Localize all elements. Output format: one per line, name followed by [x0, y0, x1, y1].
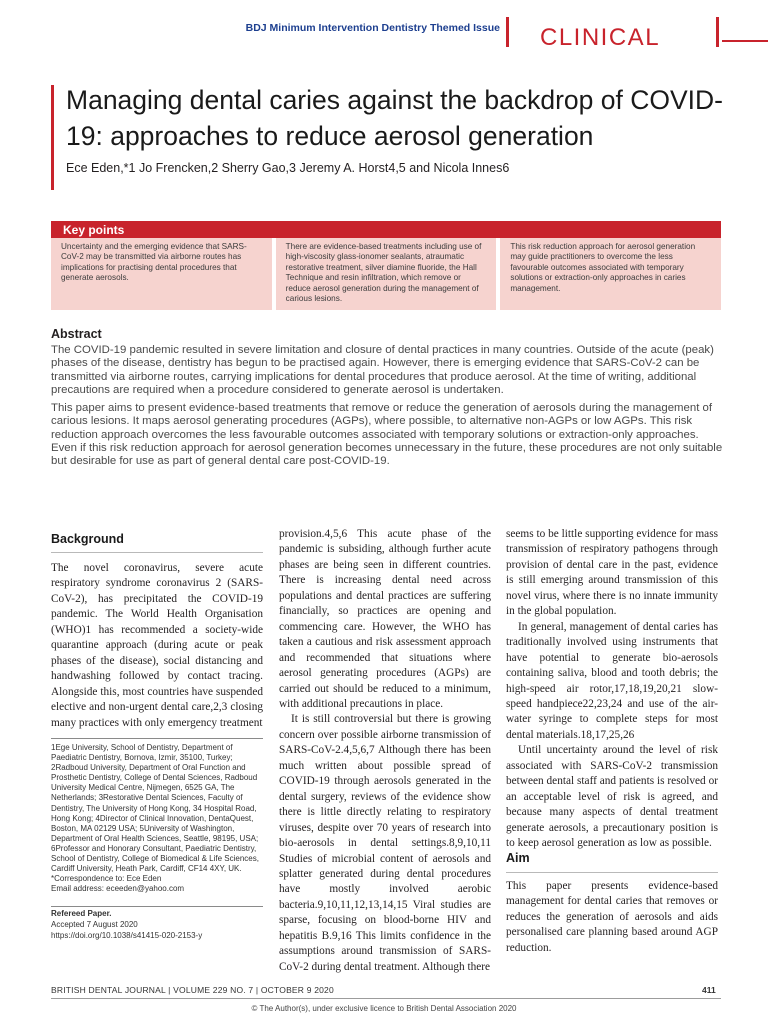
section-rule — [51, 552, 263, 553]
themed-issue-label: BDJ Minimum Intervention Dentistry Themed Issue — [245, 22, 500, 34]
header-divider — [716, 17, 719, 47]
article-title: Managing dental caries against the backdrop of COVID-19: approaches to reduce aerosol generation — [66, 85, 723, 151]
refereed-label: Refereed Paper. — [51, 909, 112, 918]
section-rule — [506, 872, 718, 873]
background-heading: Background — [51, 532, 124, 546]
abstract-heading: Abstract — [51, 327, 102, 341]
key-point-item: Uncertainty and the emerging evidence that SARS-CoV-2 may be transmitted via airborne routes has implications for practising dental procedures that generate aerosols. — [51, 238, 272, 310]
doi-link[interactable]: https://doi.org/10.1038/s41415-020-2153-y — [51, 931, 203, 940]
footer-rule — [51, 998, 721, 999]
background-column-2 — [279, 527, 491, 975]
abstract-paragraph: This paper aims to present evidence-based treatments that remove or reduce the generation of aerosols during the management of carious lesions. It maps aerosol generating procedures (AGPs), where possible, to alternative non-AGPs or low AGPs. This risk reduction approach overcomes the less favourable outcomes associated with temporary solutions or extraction-only approaches. Even if this risk reduction approach for aerosol generation becomes unnecessary in the future, these procedures are not only suitable but desirable for use as part of general dental care post-COVID-19. — [51, 402, 723, 468]
accepted-date: Accepted 7 August 2020 — [51, 920, 138, 929]
page-number: 411 — [702, 985, 716, 995]
body-paragraph: provision.4,5,6 This acute phase of the pandemic is subsiding, although further acute phases are being seen in different countries. There is increasing dental need across populations and dental practices are suffering financially, so practices are opening and commencing care. However, the WHO has taken a cautious and risk assessment approach and recommended that situations where aerosol generating procedures (AGPs) are carried out should be reduced to a minimum, with additional precautions in place. — [279, 528, 491, 710]
body-paragraph: The novel coronavirus, severe acute respiratory syndrome coronavirus 2 (SARS-CoV-2), has precipitated the COVID-19 pandemic. The World Health Organisation (WHO)1 has recommended a society-wide quarantine approach (during acute or peak phases of the disease), social distancing and handwashing followed by contact tracing. Alongside this, most countries have suspended elective and non-urgent dental care,2,3 closing many practices with only emergency treatment — [51, 562, 263, 729]
key-points-heading: Key points — [51, 221, 721, 238]
publication-info — [51, 908, 263, 941]
header-divider — [506, 17, 509, 47]
background-column-1 — [51, 561, 263, 731]
email-text: Email address: eceeden@yahoo.com — [51, 884, 185, 894]
abstract-body — [51, 344, 723, 474]
body-paragraph: seems to be little supporting evidence for mass transmission of respiratory pathogens through provision of dental care in the past, evidence is still emerging around transmission of this novel virus, where there is no innate immunity in the global population. — [506, 528, 718, 618]
key-point-item: There are evidence-based treatments including use of high-viscosity glass-ionomer sealants, atraumatic restorative treatment, silver diamine fluoride, the Hall Technique and resin infiltration, which remove or reduce aerosol generation during the management of carious lesions. — [276, 238, 497, 310]
journal-footer: BRITISH DENTAL JOURNAL | VOLUME 229 NO. 7 | OCTOBER 9 2020 — [51, 985, 334, 995]
body-paragraph: This paper presents evidence-based management for dental caries that removes or reduces the generation of aerosols and aids personalised care planning based around AGP reduction. — [506, 880, 718, 954]
aim-heading: Aim — [506, 851, 530, 865]
affiliation-text: 1Ege University, School of Dentistry, Department of Paediatric Dentistry, Bornova, Izmir, 35100, Turkey; 2Radboud University, Department of Oral Function and Prosthetic Dentistry, College of Dental Sciences, Radboud University Medical Centre, Nijmegen, 6525 GA, The Netherlands; 3Restorative Dental Sciences, Faculty of Dentistry, The University of Hong Kong, 34 Hospital Road, Hong Kong; 4Director of Clinical Innovation, DentaQuest, Boston, MA 02129 USA; 5University of Washington, Department of Oral Health Sciences, Seattle, 98195, USA; 6Professor and Honorary Consultant, Paediatric Dentistry, School of Dentistry, College of Biomedical & Life Sciences, Cardiff University, Heath Park, Cardiff, CF14 4XY, UK. — [51, 743, 259, 874]
body-paragraph: Until uncertainty around the level of risk associated with SARS-CoV-2 transmission between dental staff and patients is resolved or an acceptable level of risk is agreed, and because many aspects of dental treatment generate aerosols, a precautionary position is to keep aerosol generation as low as possible. — [506, 744, 718, 850]
header-rule — [722, 40, 768, 42]
background-column-3 — [506, 527, 718, 852]
section-label: CLINICAL — [540, 24, 661, 51]
aim-body — [506, 879, 718, 956]
body-paragraph: In general, management of dental caries has traditionally involved using instruments that have potential to generate bio-aerosols containing saliva, blood and tooth debris; the high-speed air rotor,17,18,19,20,21 slow-speed handpiece22,23,24 and use of the air-water syringe to complete steps for most dental materials.18,17,25,26 — [506, 620, 718, 741]
correspondence-text: *Correspondence to: Ece Eden — [51, 874, 162, 884]
abstract-paragraph: The COVID-19 pandemic resulted in severe limitation and closure of dental practices in many countries. Outside of the acute (peak) phases of the disease, dentistry has begun to be practised again. However, there is emerging evidence that SARS-CoV-2 can be transmitted via airborne routes, carrying implications for dental procedures that produce aerosol. At the time of writing, additional precautions are required when a procedure considered to generate aerosol is undertaken. — [51, 344, 714, 396]
author-affiliations — [51, 743, 263, 894]
refereed-rule — [51, 906, 263, 907]
key-point-item: This risk reduction approach for aerosol generation may guide practitioners to overcome the less favourable outcomes associated with temporary solutions or extraction-only approaches in caries management. — [500, 238, 721, 310]
author-list: Ece Eden,*1 Jo Frencken,2 Sherry Gao,3 Jeremy A. Horst4,5 and Nicola Innes6 — [66, 161, 510, 175]
title-accent-bar — [51, 85, 54, 190]
key-points-panel — [51, 238, 721, 310]
affiliations-rule — [51, 738, 263, 739]
copyright-notice: © The Author(s), under exclusive licence to British Dental Association 2020 — [251, 1004, 517, 1013]
body-paragraph: It is still controversial but there is growing concern over possible airborne transmission of SARS-CoV-2.4,5,6,7 Although there has been much written about possible spread of COVID-19 through aerosols generated in the dental surgery, reviews of the evidence show there is little directly relating to respiratory viruses, despite over 70 years of research into bio-aerosols in dental settings.8,9,10,11 Studies of microbial content of aerosols and splatter generated during dental procedures have mostly involved aerobic bacteria.9,10,11,12,13,14,15 Viral studies are sparse, focusing on blood-borne HIV and hepatitis B.9,16 This limits confidence in the assumptions around transmission of SARS-CoV-2 during dental treatment. Although there — [279, 713, 491, 973]
